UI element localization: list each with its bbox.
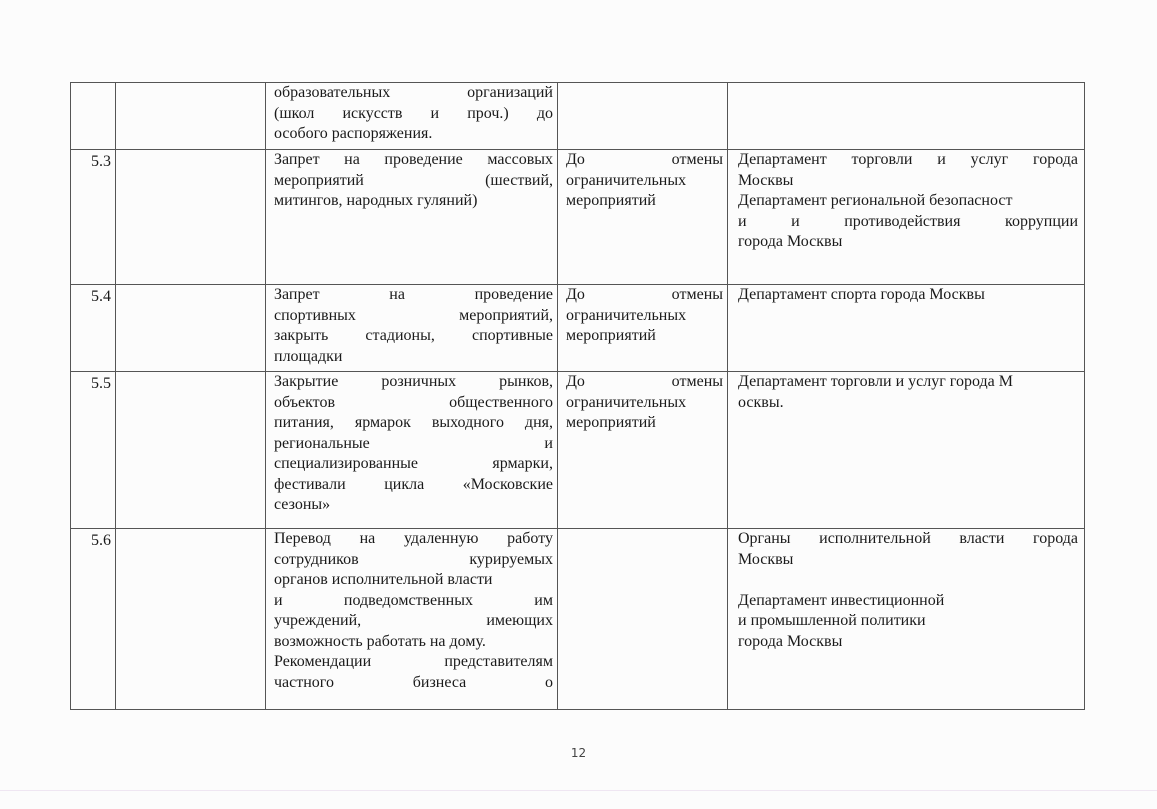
measure-cell <box>266 372 558 529</box>
table-row <box>71 83 1085 150</box>
resp-line: города Москвы <box>738 233 843 250</box>
term-cell <box>558 285 728 372</box>
resp-line: и и противодействия коррупции <box>738 212 1078 230</box>
resp-line: Департамент торговли и услуг города М <box>738 373 1013 390</box>
measure-line: Запрет на проведение массовых <box>274 151 553 168</box>
table-row <box>71 372 1085 529</box>
resp-line: Департамент торговли и услуг города <box>738 151 1078 168</box>
term-line: ограничительных <box>566 393 687 411</box>
measure-line: объектов общественного <box>274 393 553 411</box>
measure-line: региональные и <box>274 434 553 452</box>
measure-line: специализированные ярмарки, <box>274 455 553 472</box>
measure-line: учреждений, имеющих <box>274 612 553 629</box>
page-number: 12 <box>570 746 587 760</box>
term-line: ограничительных <box>566 306 687 324</box>
measure-line: Рекомендации представителям <box>274 653 553 670</box>
row-number: 5.5 <box>71 372 116 529</box>
measure-line: мероприятий (шествий, <box>274 171 553 189</box>
measure-line: Закрытие розничных рынков, <box>274 373 553 390</box>
measure-line: частного бизнеса о <box>274 673 553 691</box>
responsible-cell <box>728 83 1085 150</box>
table-row <box>71 529 1085 710</box>
resp-gap <box>738 570 1078 591</box>
blank-cell <box>116 372 266 529</box>
measure-cell <box>266 150 558 285</box>
table-row <box>71 150 1085 285</box>
term-line: До отмены <box>566 286 723 303</box>
resp-line: и промышленной политики <box>738 612 926 629</box>
measure-line: питания, ярмарок выходного дня, <box>274 414 553 431</box>
measures-table <box>70 82 1085 710</box>
responsible-cell <box>728 150 1085 285</box>
measure-line: возможность работать на дому. <box>274 632 486 650</box>
measure-line: сотрудников курируемых <box>274 550 553 568</box>
row-number: 5.6 <box>71 529 116 710</box>
table-row <box>71 285 1085 372</box>
measure-line: особого распоряжения. <box>274 125 433 142</box>
measure-line: Перевод на удаленную работу <box>274 530 553 547</box>
measure-cell <box>266 285 558 372</box>
measure-line: (школ искусств и проч.) до <box>274 104 553 122</box>
resp-line: Органы исполнительной власти города <box>738 530 1078 547</box>
measure-line: и подведомственных им <box>274 591 553 609</box>
responsible-cell <box>728 285 1085 372</box>
resp-line: Департамент региональной безопасност <box>738 192 1013 209</box>
measure-line: закрыть стадионы, спортивные <box>274 327 553 344</box>
resp-line: Департамент инвестиционной <box>738 591 945 609</box>
blank-cell <box>116 150 266 285</box>
term-line: мероприятий <box>566 327 656 344</box>
resp-line: осквы. <box>738 393 784 411</box>
measure-line: органов исполнительной власти <box>274 571 493 588</box>
measure-line: митингов, народных гуляний) <box>274 192 478 209</box>
measure-line: площадки <box>274 347 343 365</box>
row-number: 5.4 <box>71 285 116 372</box>
term-line: До отмены <box>566 373 723 390</box>
resp-line: Департамент спорта города Москвы <box>738 286 985 303</box>
measure-cell <box>266 83 558 150</box>
term-cell <box>558 150 728 285</box>
measure-line: сезоны» <box>274 496 331 513</box>
resp-line: Москвы <box>738 550 794 568</box>
measure-line: спортивных мероприятий, <box>274 306 553 324</box>
blank-cell <box>116 83 266 150</box>
row-number <box>71 83 116 150</box>
responsible-cell <box>728 372 1085 529</box>
measure-line: Запрет на проведение <box>274 286 553 303</box>
responsible-cell <box>728 529 1085 710</box>
blank-cell <box>116 285 266 372</box>
blank-cell <box>116 529 266 710</box>
resp-line: Москвы <box>738 171 794 189</box>
measure-line: фестивали цикла «Московские <box>274 475 553 493</box>
resp-line: города Москвы <box>738 632 843 650</box>
term-cell <box>558 372 728 529</box>
term-line: До отмены <box>566 151 723 168</box>
term-line: мероприятий <box>566 192 656 209</box>
measure-cell <box>266 529 558 710</box>
term-cell <box>558 83 728 150</box>
measure-line: образовательных организаций <box>274 84 553 101</box>
footer-divider <box>0 790 1157 791</box>
row-number: 5.3 <box>71 150 116 285</box>
term-line: мероприятий <box>566 414 656 431</box>
term-line: ограничительных <box>566 171 687 189</box>
term-cell <box>558 529 728 710</box>
